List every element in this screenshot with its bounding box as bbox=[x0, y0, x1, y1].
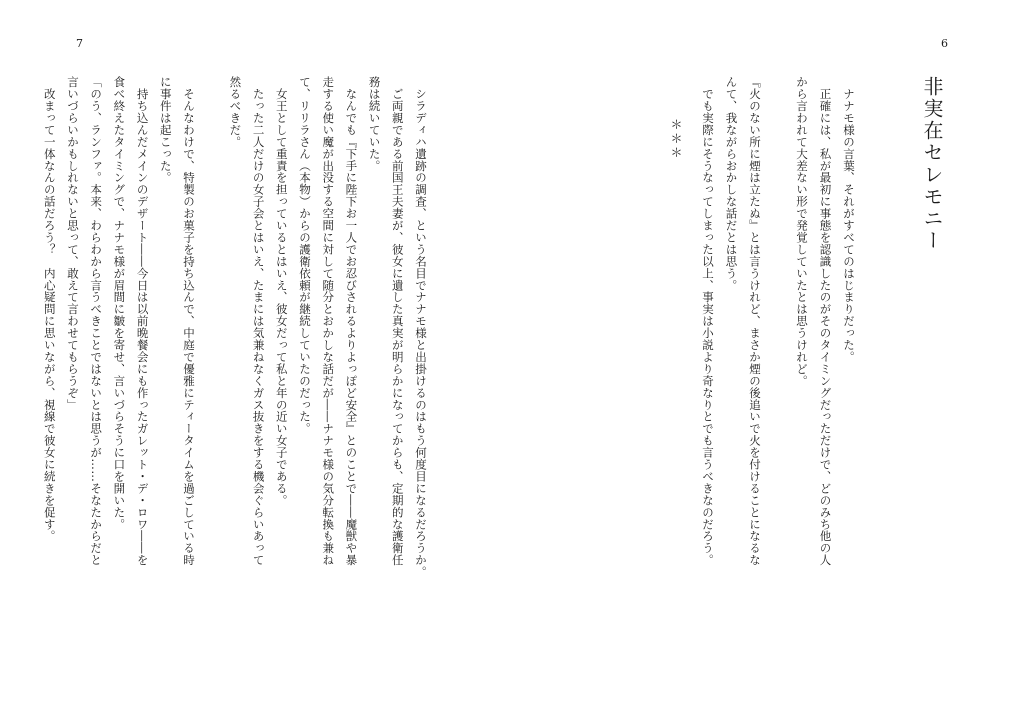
section-break: ＊＊＊ bbox=[669, 118, 683, 160]
left-page-line: 務は続いていた。 bbox=[367, 76, 382, 172]
left-page-line: 女王として重責を担っているとはいえ、彼女だって私と年の近い女子である。 bbox=[274, 76, 289, 507]
left-page-line: て、リリラさん（本物）からの護衛依頼が継続していたのだった。 bbox=[297, 76, 312, 435]
left-page-line: 持ち込んだメインのデザート――今日は以前晩餐会にも作ったガレット・デ・ロワ――を bbox=[135, 76, 150, 566]
left-page-line: なんでも『下手に陛下お一人でお忍びされるよりよっぽど安全』とのことで――魔獣や暴 bbox=[344, 76, 359, 566]
right-page-line: ナナモ様の言葉、それがすべてのはじまりだった。 bbox=[842, 76, 856, 363]
left-page-blank-line bbox=[200, 76, 223, 666]
left-page-body bbox=[42, 76, 432, 666]
left-page-line: 言いづらいかもしれないと思って、敢えて言わせてもらうぞ」 bbox=[65, 76, 80, 411]
right-page-line: でも実際にそうなってしまった以上、事実は小説より奇なりとでも言うべきなのだろう。 bbox=[701, 76, 715, 566]
left-page-line: 走する使い魔が出没する空間に対して随分とおかしな話だが――ナナモ様の気分転換も兼ね bbox=[321, 76, 336, 566]
chapter-title: 非実在セレモニー bbox=[920, 76, 944, 252]
page-number-left: 7 bbox=[76, 37, 83, 50]
left-page-line: そんなわけで、特製のお菓子を持ち込んで、中庭で優雅にティータイムを過ごしている時 bbox=[181, 76, 196, 566]
right-page-line: 『火のない所に煙は立たぬ』とは言うけれど、まさか煙の後追いで火を付けることになるな bbox=[748, 76, 762, 566]
page-number-right: 6 bbox=[941, 37, 948, 50]
left-page-line: 改まって一体なんの話だろう？ 内心疑問に思いながら、視線で彼女に続きを促す。 bbox=[42, 76, 57, 543]
left-page-line: 「のう、ランファ。本来、わらわから言うべきことではないとは思うが……そなたからだと bbox=[89, 76, 104, 566]
left-page-line: 食べ終えたタイミングで、ナナモ様が眉間に皺を寄せ、言いづらそうに口を開いた。 bbox=[112, 76, 127, 531]
right-page-body bbox=[701, 76, 860, 656]
right-page-line: から言われて大差ない形で発覚していたとは思うけれど。 bbox=[795, 76, 809, 387]
left-page-line: たった二人だけの女子会とはいえ、たまには気兼ねなくガス抜きをする機会ぐらいあって bbox=[251, 76, 266, 566]
right-page-line: んて、我ながらおかしな話だとは思う。 bbox=[724, 76, 739, 292]
left-page-line: シラディハ遺跡の調査、という名目でナナモ様と出掛けるのはもう何度目になるだろうか。 bbox=[414, 76, 428, 578]
left-page-line: に事件は起こった。 bbox=[158, 76, 173, 184]
right-page-blank-line bbox=[766, 76, 790, 656]
right-page-line: 正確には、私が最初に事態を認識したのがそのタイミングだっただけで、どのみち他の人 bbox=[818, 76, 833, 566]
left-page-line: 然るべきだ。 bbox=[228, 76, 243, 148]
left-page-line: ご両親である前国王夫妻が、彼女に遺した真実が明らかになってからも、定期的な護衛任 bbox=[390, 76, 405, 566]
